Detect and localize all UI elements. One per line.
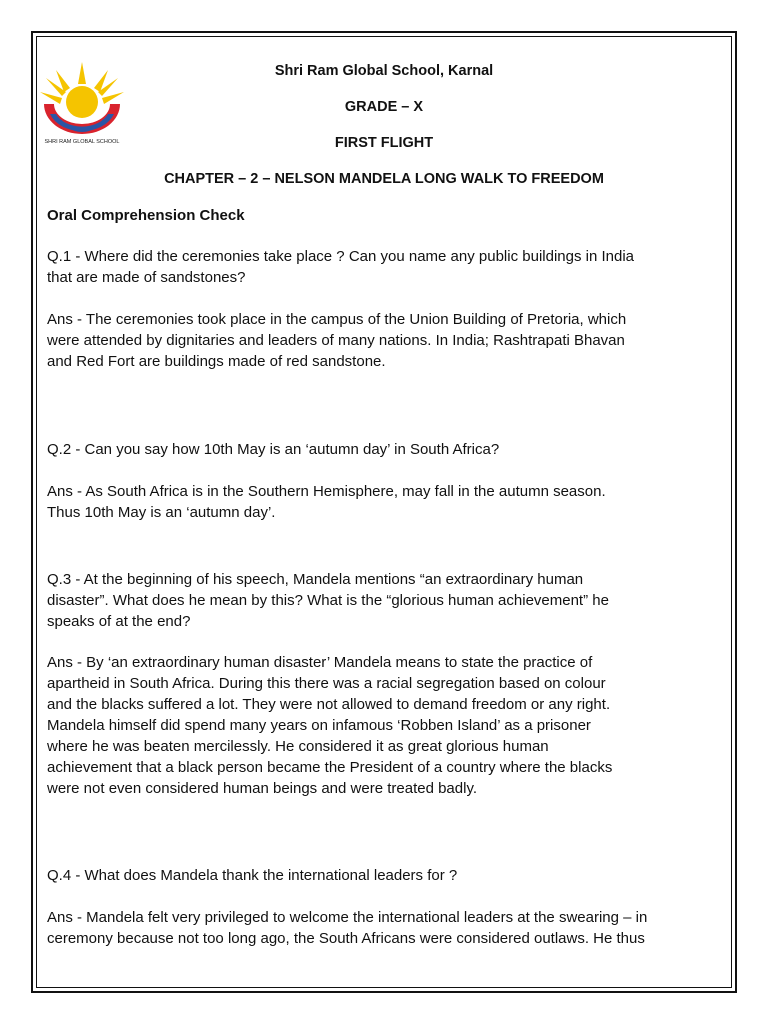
answer-3-line: achievement that a black person became the President of a country where the blacks (47, 759, 613, 776)
book-title: FIRST FLIGHT (334, 135, 434, 151)
school-name: Shri Ram Global School, Karnal (274, 63, 494, 79)
answer-1-line: and Red Fort are buildings made of red sandstone. (47, 353, 386, 370)
answer-3-line: apartheid in South Africa. During this there was a racial segregation based on colour (47, 675, 606, 692)
answer-2 (47, 481, 727, 523)
question-3-line: Q.3 - At the beginning of his speech, Mandela mentions “an extraordinary human (47, 571, 584, 588)
answer-4 (47, 907, 727, 949)
section-title: Oral Comprehension Check (47, 207, 245, 224)
answer-4-line: Ans - Mandela felt very privileged to welcome the international leaders at the swearing – in (47, 909, 648, 926)
answer-3-line: Ans - By ‘an extraordinary human disaster’ Mandela means to state the practice of (47, 654, 593, 671)
question-1-line: Q.1 - Where did the ceremonies take place ? Can you name any public buildings in India (47, 248, 634, 265)
answer-3-line: where he was beaten mercilessly. He considered it as great glorious human (47, 738, 549, 755)
answer-3-line: were not even considered human beings and were treated badly. (47, 780, 477, 797)
question-1-line: that are made of sandstones? (47, 269, 246, 286)
question-3 (47, 569, 727, 632)
question-3-line: speaks of at the end? (47, 613, 191, 630)
question-2 (47, 439, 727, 460)
question-2-line: Q.2 - Can you say how 10th May is an ‘autumn day’ in South Africa? (47, 441, 500, 458)
answer-3-line: Mandela himself did spend many years on infamous ‘Robben Island’ as a prisoner (47, 717, 591, 734)
grade-label: GRADE – X (344, 99, 424, 115)
answer-3 (47, 652, 727, 799)
question-4 (47, 865, 727, 886)
answer-4-line: ceremony because not too long ago, the South Africans were considered outlaws. He thus (47, 930, 645, 947)
question-1 (47, 246, 727, 288)
answer-2-line: Ans - As South Africa is in the Southern Hemisphere, may fall in the autumn season. (47, 483, 606, 500)
question-3-line: disaster”. What does he mean by this? What is the “glorious human achievement” he (47, 592, 609, 609)
chapter-title: CHAPTER – 2 – NELSON MANDELA LONG WALK TO FREEDOM (164, 171, 604, 187)
answer-2-line: Thus 10th May is an ‘autumn day’. (47, 504, 276, 521)
answer-1-line: were attended by dignitaries and leaders of many nations. In India; Rashtrapati Bhavan (47, 332, 625, 349)
question-4-line: Q.4 - What does Mandela thank the international leaders for ? (47, 867, 458, 884)
answer-1 (47, 309, 727, 372)
answer-1-line: Ans - The ceremonies took place in the campus of the Union Building of Pretoria, which (47, 311, 627, 328)
answer-3-line: and the blacks suffered a lot. They were not allowed to demand freedom or any right. (47, 696, 611, 713)
logo-caption: SHRI RAM GLOBAL SCHOOL (44, 139, 120, 145)
